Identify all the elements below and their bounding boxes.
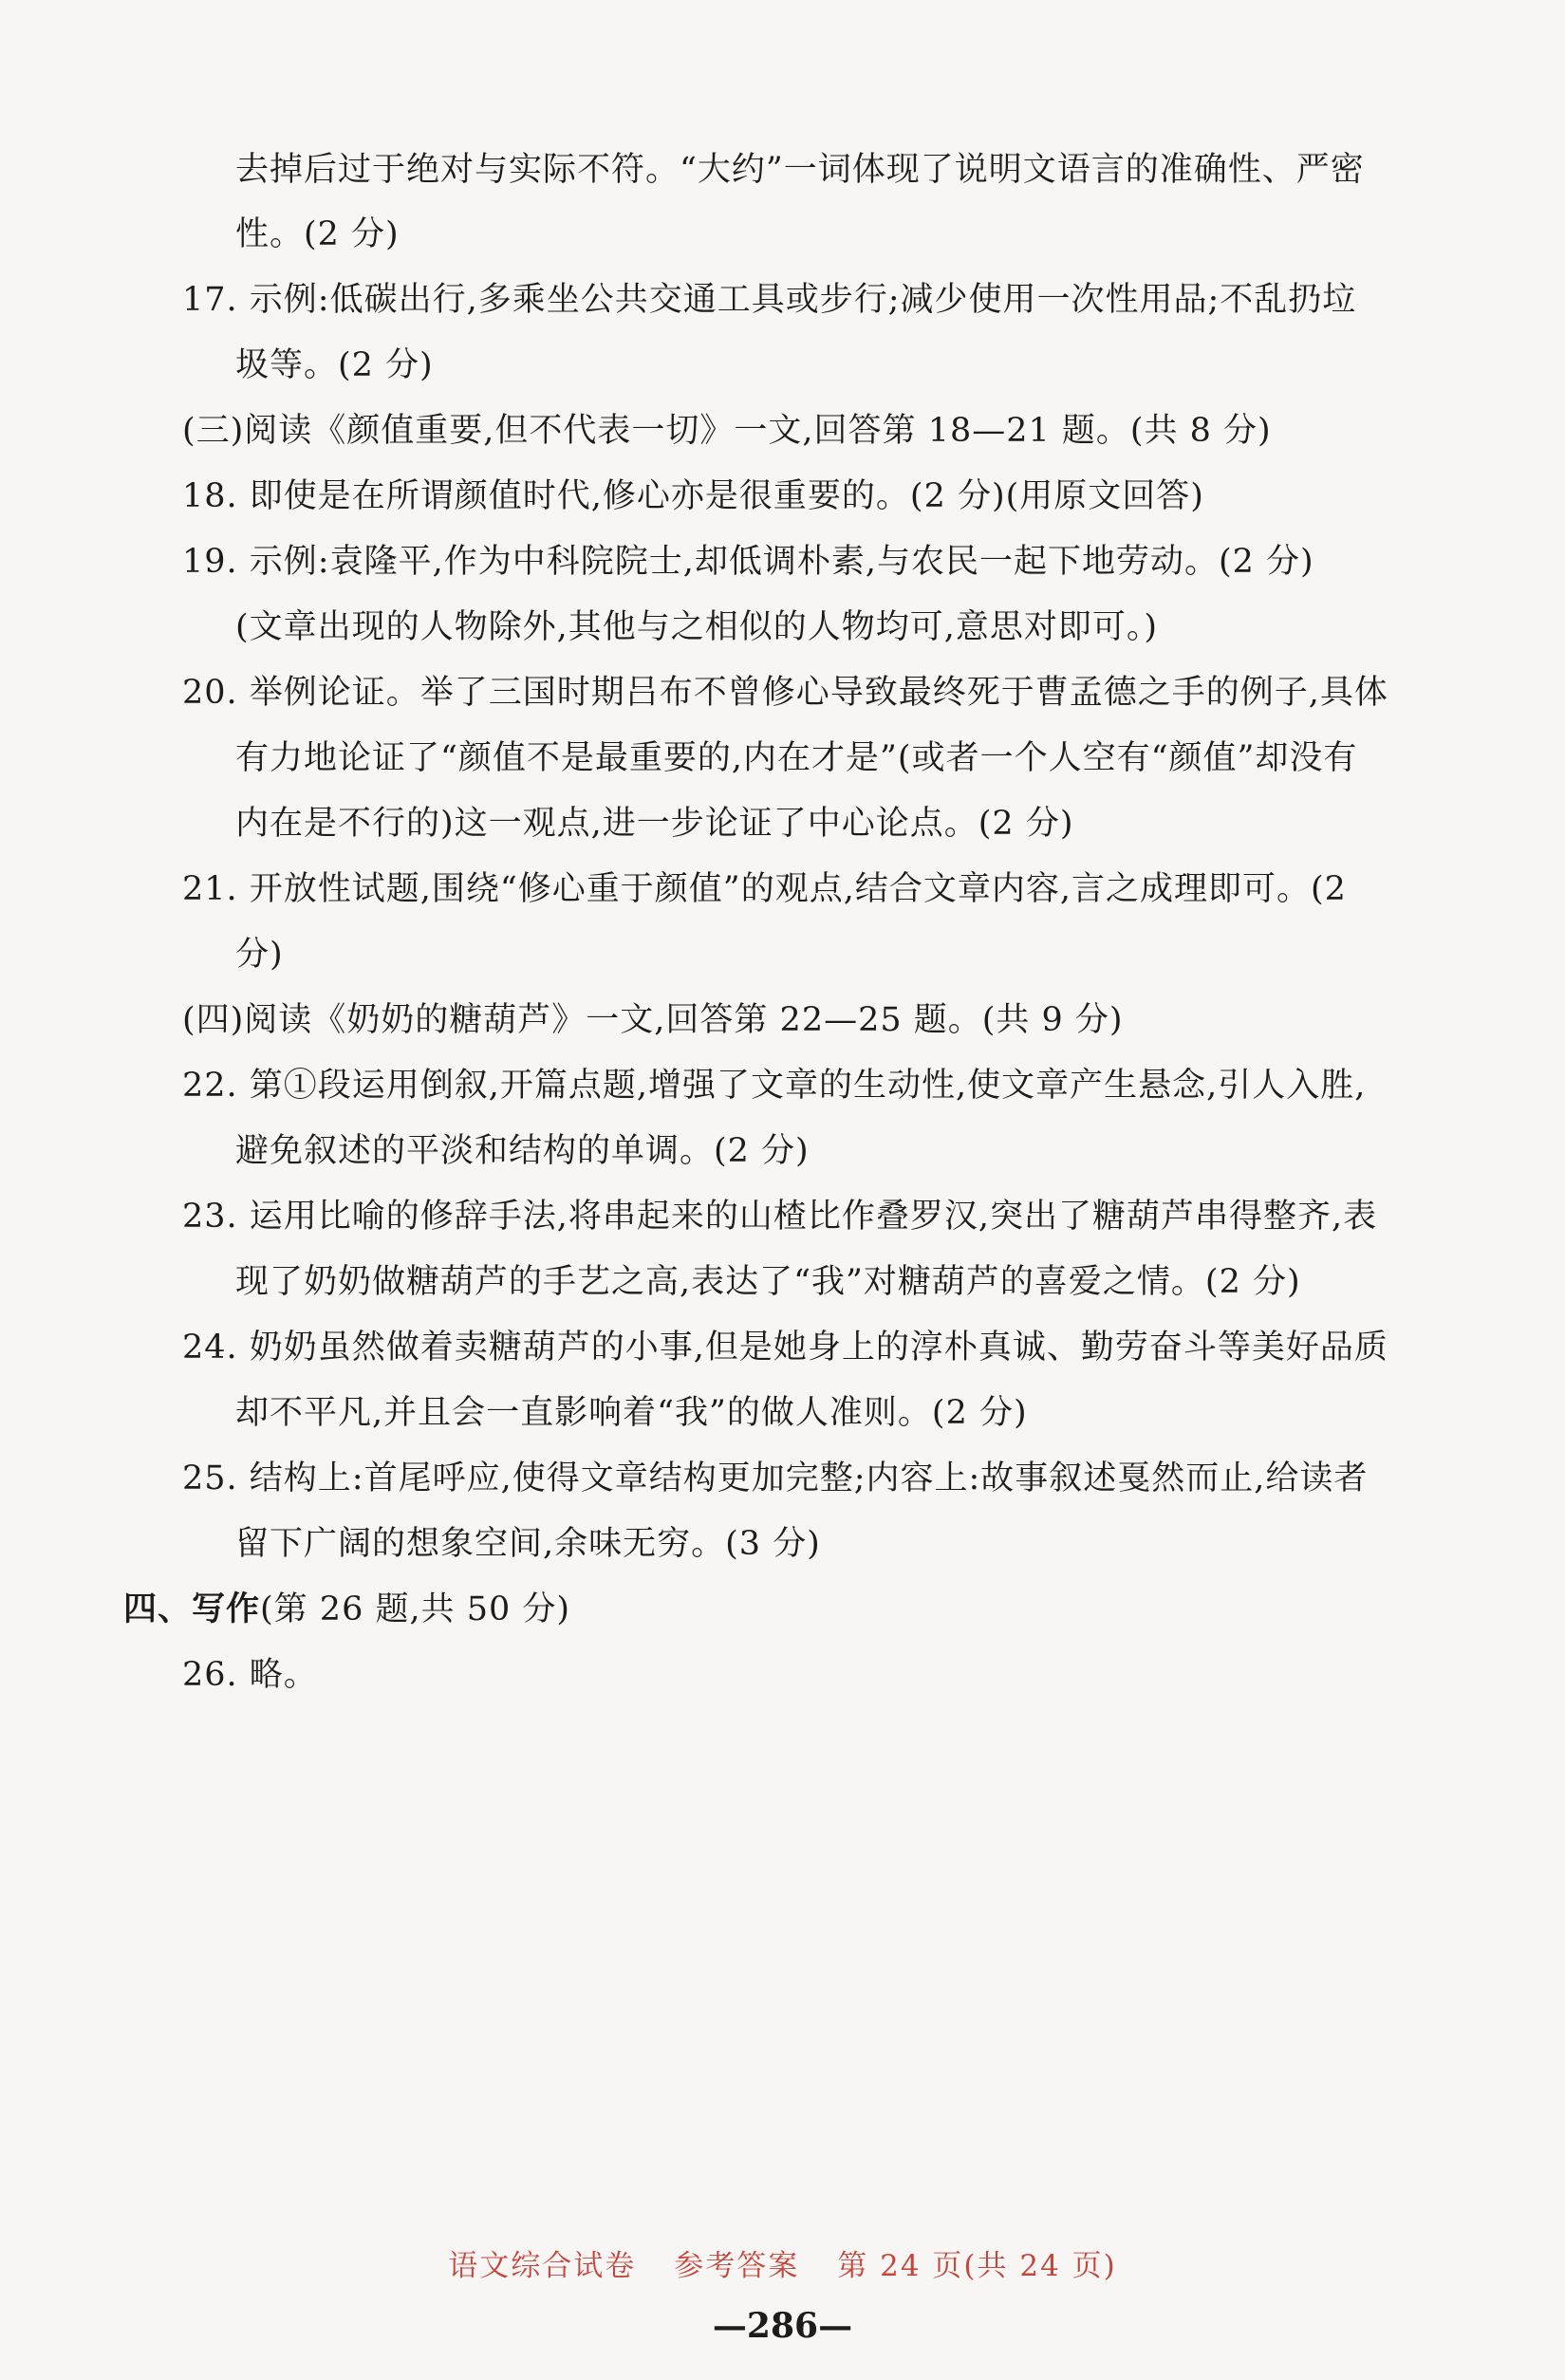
answer-26: 26. 略。 <box>182 1656 318 1694</box>
answer-16-line-1: 去掉后过于绝对与实际不符。“大约”一词体现了说明文语言的准确性、严密 <box>235 151 1365 189</box>
answer-16-line-2: 性。(2 分) <box>235 215 400 253</box>
answer-19-line-2: (文章出现的人物除外,其他与之相似的人物均可,意思对即可。) <box>235 608 1159 646</box>
answer-20-line-3: 内在是不行的)这一观点,进一步论证了中心论点。(2 分) <box>235 805 1074 843</box>
answer-25-line-1: 25. 结构上:首尾呼应,使得文章结构更加完整;内容上:故事叙述戛然而止,给读者 <box>182 1460 1369 1497</box>
footer-page: 第 24 页(共 24 页) <box>837 2249 1117 2283</box>
footer-info <box>0 2241 1565 2284</box>
footer-type: 参考答案 <box>674 2249 800 2283</box>
answer-20-line-1: 20. 举例论证。举了三国时期吕布不曾修心导致最终死于曹孟德之手的例子,具体 <box>182 674 1388 712</box>
answer-24-line-1: 24. 奶奶虽然做着卖糖葫芦的小事,但是她身上的淳朴真诚、勤劳奋斗等美好品质 <box>182 1329 1388 1367</box>
page-number: —286— <box>712 2306 853 2346</box>
section-writing-note: (第 26 题,共 50 分) <box>260 1590 571 1628</box>
answer-22-line-1: 22. 第①段运用倒叙,开篇点题,增强了文章的生动性,使文章产生悬念,引人入胜, <box>182 1067 1367 1105</box>
answer-20-line-2: 有力地论证了“颜值不是最重要的,内在才是”(或者一个人空有“颜值”却没有 <box>235 739 1358 777</box>
answer-24-line-2: 却不平凡,并且会一直影响着“我”的做人准则。(2 分) <box>235 1394 1028 1432</box>
answer-25-line-2: 留下广阔的想象空间,余味无穷。(3 分) <box>235 1525 821 1563</box>
answer-22-line-2: 避免叙述的平淡和结构的单调。(2 分) <box>235 1132 810 1170</box>
answer-17-line-1: 17. 示例:低碳出行,多乘坐公共交通工具或步行;减少使用一次性用品;不乱扔垃 <box>182 281 1357 319</box>
answer-23-line-1: 23. 运用比喻的修辞手法,将串起来的山楂比作叠罗汉,突出了糖葫芦串得整齐,表 <box>182 1198 1378 1236</box>
answer-19-line-1: 19. 示例:袁隆平,作为中科院院士,却低调朴素,与农民一起下地劳动。(2 分) <box>182 543 1314 581</box>
answer-18: 18. 即使是在所谓颜值时代,修心亦是很重要的。(2 分)(用原文回答) <box>182 477 1204 515</box>
footer-subject: 语文综合试卷 <box>448 2249 637 2283</box>
answer-21-line-1: 21. 开放性试题,围绕“修心重于颜值”的观点,结合文章内容,言之成理即可。(2 <box>182 870 1347 908</box>
answer-23-line-2: 现了奶奶做糖葫芦的手艺之高,表达了“我”对糖葫芦的喜爱之情。(2 分) <box>235 1263 1301 1301</box>
section-writing-heading <box>123 1587 570 1632</box>
section-3-heading: (三)阅读《颜值重要,但不代表一切》一文,回答第 18—21 题。(共 8 分) <box>182 412 1272 450</box>
section-writing-title: 四、写作 <box>123 1590 261 1628</box>
section-4-reading-heading: (四)阅读《奶奶的糖葫芦》一文,回答第 22—25 题。(共 9 分) <box>182 1001 1124 1039</box>
answer-21-line-2: 分) <box>235 936 284 974</box>
answer-17-line-2: 圾等。(2 分) <box>235 346 434 384</box>
